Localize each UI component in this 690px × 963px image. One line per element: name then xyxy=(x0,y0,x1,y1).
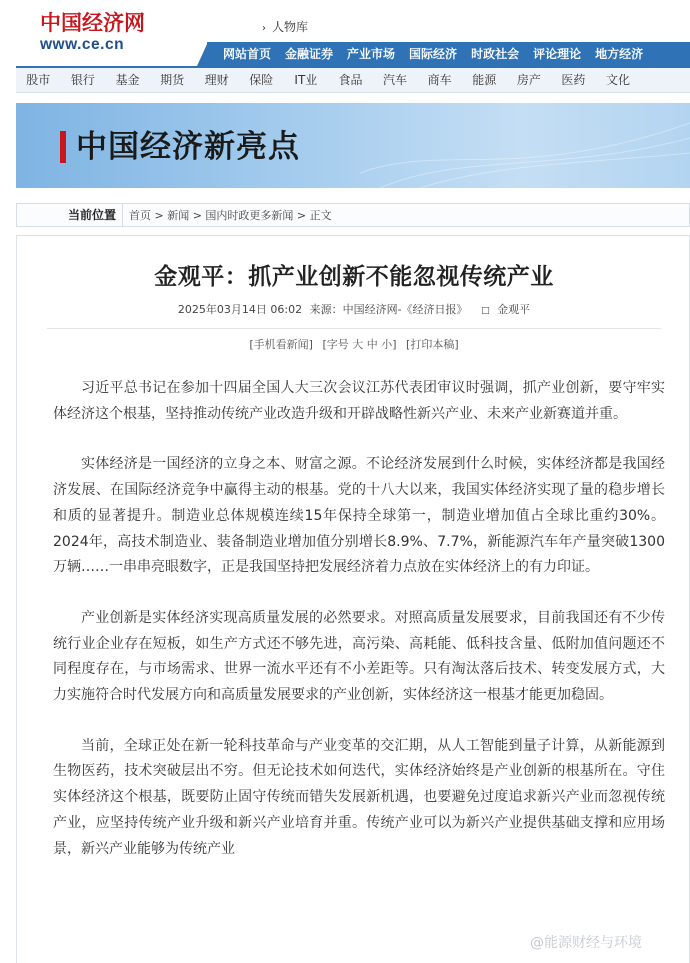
site-logo[interactable] xyxy=(40,10,155,56)
article-paragraph: 习近平总书记在参加十四届全国人大三次会议江苏代表团审议时强调，抓产业创新，要守牢实体经济这个根基，坚持推动传统产业改造升级和开辟战略性新兴产业、未来产业新赛道并重。 xyxy=(53,380,665,422)
breadcrumb-path[interactable]: 首页 > 新闻 > 国内时政更多新闻 > 正文 xyxy=(129,209,332,222)
sub-nav-item-culture[interactable]: 文化 xyxy=(606,73,631,87)
sub-nav-item-funds[interactable]: 基金 xyxy=(115,73,140,87)
people-library-link[interactable] xyxy=(262,18,308,35)
banner-accent-bar xyxy=(60,131,66,163)
author-icon: □ xyxy=(481,306,490,316)
sub-nav-item-commercial-vehicles[interactable]: 商车 xyxy=(427,73,452,87)
main-nav-item-finance[interactable]: 金融证券 xyxy=(285,47,334,61)
sub-nav-item-energy[interactable]: 能源 xyxy=(472,73,497,87)
sub-nav-item-auto[interactable]: 汽车 xyxy=(383,73,408,87)
article-body xyxy=(53,376,665,887)
main-nav-item-international[interactable]: 国际经济 xyxy=(409,47,458,61)
sub-nav-item-medicine[interactable]: 医药 xyxy=(561,73,586,87)
sub-nav-item-stocks[interactable]: 股市 xyxy=(26,73,51,87)
chevron-right-icon: › xyxy=(262,23,266,34)
print-link[interactable]: [打印本稿] xyxy=(406,338,459,351)
sub-nav-item-it[interactable]: IT业 xyxy=(294,73,318,87)
main-nav-item-politics[interactable]: 时政社会 xyxy=(471,47,520,61)
people-library-label: 人物库 xyxy=(272,20,309,34)
main-nav-item-commentary[interactable]: 评论理论 xyxy=(533,47,582,61)
article-title: 金观平：抓产业创新不能忽视传统产业 xyxy=(154,264,554,290)
sub-nav-item-real-estate[interactable]: 房产 xyxy=(516,73,541,87)
article-paragraph: 实体经济是一国经济的立身之本、财富之源。不论经济发展到什么时候，实体经济都是我国经济发展、在国际经济竞争中赢得主动的根基。党的十八大以来，我国实体经济实现了量的稳步增长和质的显著提升。制造业总体规模连续15年保持全球第一，制造业增加值占全球比重约30%。2024年，高技术制造业、装备制造业增加值分别增长8.9%、7.7%，新能源汽车年产量突破1300万辆……一串串亮眼数字，正是我国坚持把发展经济着力点放在实体经济上的有力印证。 xyxy=(53,456,665,576)
mobile-view-link[interactable]: [手机看新闻] xyxy=(249,338,313,351)
breadcrumb xyxy=(16,203,690,227)
topic-banner[interactable] xyxy=(16,103,690,188)
main-nav xyxy=(207,42,690,66)
banner-title: 中国经济新亮点 xyxy=(76,129,300,165)
article-paragraph: 当前，全球正处在新一轮科技革命与产业变革的交汇期，从人工智能到量子计算，从新能源到生物医药，技术突破层出不穷。但无论技术如何迭代，实体经济始终是产业创新的根基所在。守住实体经济这个根基，既要防止固守传统而错失发展新机遇，也要避免过度追求新兴产业而忽视传统产业，应坚持传统产业升级和新兴产业培育并重。传统产业可以为新兴产业提供基础支撑和应用场景，新兴产业能够为传统产业 xyxy=(53,737,665,857)
breadcrumb-label: 当前位置 xyxy=(17,204,123,226)
main-nav-item-local[interactable]: 地方经济 xyxy=(595,47,644,61)
font-size-control[interactable]: [字号 大 中 小] xyxy=(322,338,397,351)
banner-decoration xyxy=(360,103,690,188)
meta-divider xyxy=(47,328,661,329)
main-nav-item-industry[interactable]: 产业市场 xyxy=(347,47,396,61)
sub-nav-item-wealth[interactable]: 理财 xyxy=(204,73,229,87)
article-datetime: 2025年03月14日 06:02 xyxy=(177,303,303,316)
sub-nav-item-insurance[interactable]: 保险 xyxy=(249,73,274,87)
logo-url: www.ce.cn xyxy=(40,36,125,53)
article-container xyxy=(16,235,690,963)
sub-nav-item-futures[interactable]: 期货 xyxy=(160,73,185,87)
article-author: 金观平 xyxy=(497,303,531,316)
sub-nav xyxy=(16,66,690,93)
logo-chinese-name: 中国经济网 xyxy=(40,10,145,35)
watermark: @能源财经与环境 xyxy=(530,935,642,951)
article-paragraph: 产业创新是实体经济实现高质量发展的必然要求。对照高质量发展要求，目前我国还有不少传统行业企业存在短板，如生产方式还不够先进，高污染、高耗能、低科技含量、低附加值问题还不同程度存在，与市场需求、世界一流水平还有不小差距等。只有淘汰落后技术、转变发展方式，大力实施符合时代发展方向和高质量发展要求的产业创新，实体经济这一根基才能更加稳固。 xyxy=(53,609,665,704)
sub-nav-item-banks[interactable]: 银行 xyxy=(70,73,95,87)
sub-nav-item-food[interactable]: 食品 xyxy=(338,73,363,87)
main-nav-item-home[interactable]: 网站首页 xyxy=(223,47,272,61)
article-meta xyxy=(17,301,690,317)
article-tools xyxy=(17,336,690,352)
article-source[interactable]: 来源：中国经济网-《经济日报》 xyxy=(309,303,468,316)
